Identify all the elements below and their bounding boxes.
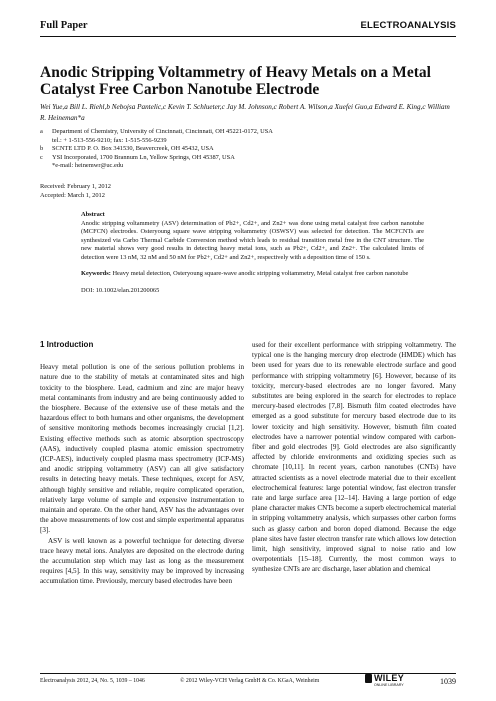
paragraph: used for their excellent performance with stripping voltammetry. The typical one is the hanging mercury drop electrode (HMDE) which has been used for years due to its renewable electrode surface and good performance with stripping voltammetry [6]. However, because of its toxicity, mercury-based electrodes are no longer favored. Many substitutes are being explored in the search for electrodes to replace mercury-based electrodes [7,8]. Bismuth film coated electrodes have emerged as a good substitute for mercury based electrode due to its lower toxicity and high sensitivity. However, bismuth film coated electrodes have a narrower potential window compared with carbon-fiber and gold electrodes [9]. Gold electrodes are also significantly affected by chloride environments and oxidizing species such as chromate [10,11]. In recent years, carbon nanotubes (CNTs) have attracted scientists as a novel electrode material due to their excellent electrochemical features: large potential window, fast electron transfer rate and large surface area [12–14]. Having a large portion of edge plane character makes CNTs become a superb electrochemical material in stripping voltammetry analysis, which surpasses other carbon forms such as glassy carbon and boron doped diamond. Because the edge plane sites have faster electron transfer rate which allows low detection limit, high sensitivity, improved signal to noise ratio and low overpotentials [15–18]. Currently, the most common ways to synthesize CNTs are arc discharge, laser ablation and chemical — [252, 341, 456, 574]
keywords — [81, 270, 424, 279]
abstract-block — [81, 211, 424, 295]
article-title: Anodic Stripping Voltammetry of Heavy Metals on a Metal Catalyst Free Carbon Nanotube Electrode — [40, 64, 431, 98]
page-footer — [40, 673, 456, 694]
page-number: 1039 — [440, 677, 456, 686]
paragraph: ASV is well known as a powerful technique for detecting diverse trace heavy metal ions. Analytes are deposited on the electrode during the accumulation step which may last as long as the measurement requires [4,5]. In this way, sensitivity may be improved by increasing accumulation time. Previously, mercury based electrodes have been — [40, 536, 244, 586]
body-text — [40, 340, 456, 670]
copyright: © 2012 Wiley-VCH Verlag GmbH & Co. KGaA, Weinheim — [180, 678, 320, 684]
affiliation: tel.: + 1-513-556-9210; fax: 1-515-556-9239 — [52, 136, 167, 144]
header-rule — [40, 36, 456, 37]
right-column — [252, 340, 456, 575]
affiliation: a Department of Chemistry, University of Cincinnati, Cincinnati, OH 45221-0172, USA — [40, 128, 273, 135]
journal-name: ELECTROANALYSIS — [360, 20, 456, 31]
article-type: Full Paper — [40, 20, 88, 31]
abstract-heading: Abstract — [81, 211, 105, 218]
article-dates — [40, 183, 111, 200]
keywords-label: Keywords: — [81, 270, 111, 277]
wiley-logo: WILEY ONLINE LIBRARY — [374, 674, 408, 690]
affiliations — [40, 128, 456, 171]
affiliation: b SCNTE LTD P. O. Box 341530, Beavercreek, OH 45432, USA — [40, 145, 214, 153]
doi[interactable]: DOI: 10.1002/elan.201200065 — [81, 286, 160, 294]
author-list: Wei Yue,a Bill L. Riehl,b Nebojsa Pantelic,c Kevin T. Schlueter,c Jay M. Johnson,c Robert A. Wilson,a Xuefei Guo,a Edward E. King,c William R. Heineman*a — [40, 103, 450, 122]
journal-citation: Electroanalysis 2012, 24, No. 5, 1039 – 1046 — [40, 678, 145, 684]
left-column — [40, 340, 244, 587]
section-heading: 1 Introduction — [40, 340, 94, 349]
running-header — [40, 20, 456, 34]
affiliation: c YSI Incorporated, 1700 Brannum Ln, Yellow Springs, OH 45387, USA — [40, 153, 235, 161]
accepted-date: Accepted: March 1, 2012 — [40, 191, 105, 199]
received-date: Received: February 1, 2012 — [40, 183, 111, 190]
abstract-text: Anodic stripping voltammetry (ASV) determination of Pb2+, Cd2+, and Zn2+ was done using metal catalyst free carbon nanotube (MCFCN) electrodes. Osteryoung square wave stripping voltammetry (OSWSV) was selected for detection. The MCFCNTs are synthesized via Carbo Thermal Carbide Conversion method which leads to residual transition metal free in the CNT structure. The new material shows very good results in detecting heavy metal ions, such as Pb2+, Cd2+, and Zn2+. The calculated limits of detection were 13 nM, 32 nM and 50 nM for Pb2+, Cd2+ and Zn2+, respectively with a deposition time of 150 s. — [81, 219, 424, 261]
paragraph: Heavy metal pollution is one of the serious pollution problems in nature due to the stability of metals at contaminated sites and high toxicity to the biosphere. Lead, cadmium and zinc are major heavy metal contaminants from industry and are being continuously added to the biosphere. Because of the extensive use of these metals and the hazardous effect to both humans and other organisms, the development of sensitive monitoring methods becomes increasingly crucial [1,2]. Existing effective methods such as atomic absorption spectroscopy (AAS), inductively coupled plasma atomic emission spectrometry (ICP-AES), inductively coupled plasma mass spectrometry (ICP-MS) and anodic stripping voltammetry (ASV) can all give satisfactory results in detecting heavy metals. These techniques, except for ASV, although highly sensitive and reliable, require complicated operation, relatively large volume of sample and expensive instrumentation to maintain and operate. On the other hand, ASV has the advantages over the above measurements of low cost and simple experimental apparatus [3]. — [40, 363, 244, 535]
keywords-text: Heavy metal detection, Osteryoung square-wave anodic stripping voltammetry, Metal catalyst free carbon nanotube — [112, 270, 409, 277]
affiliation: *e-mail: heinemwr@uc.edu — [52, 162, 124, 170]
wiley-logo-icon — [365, 674, 372, 683]
